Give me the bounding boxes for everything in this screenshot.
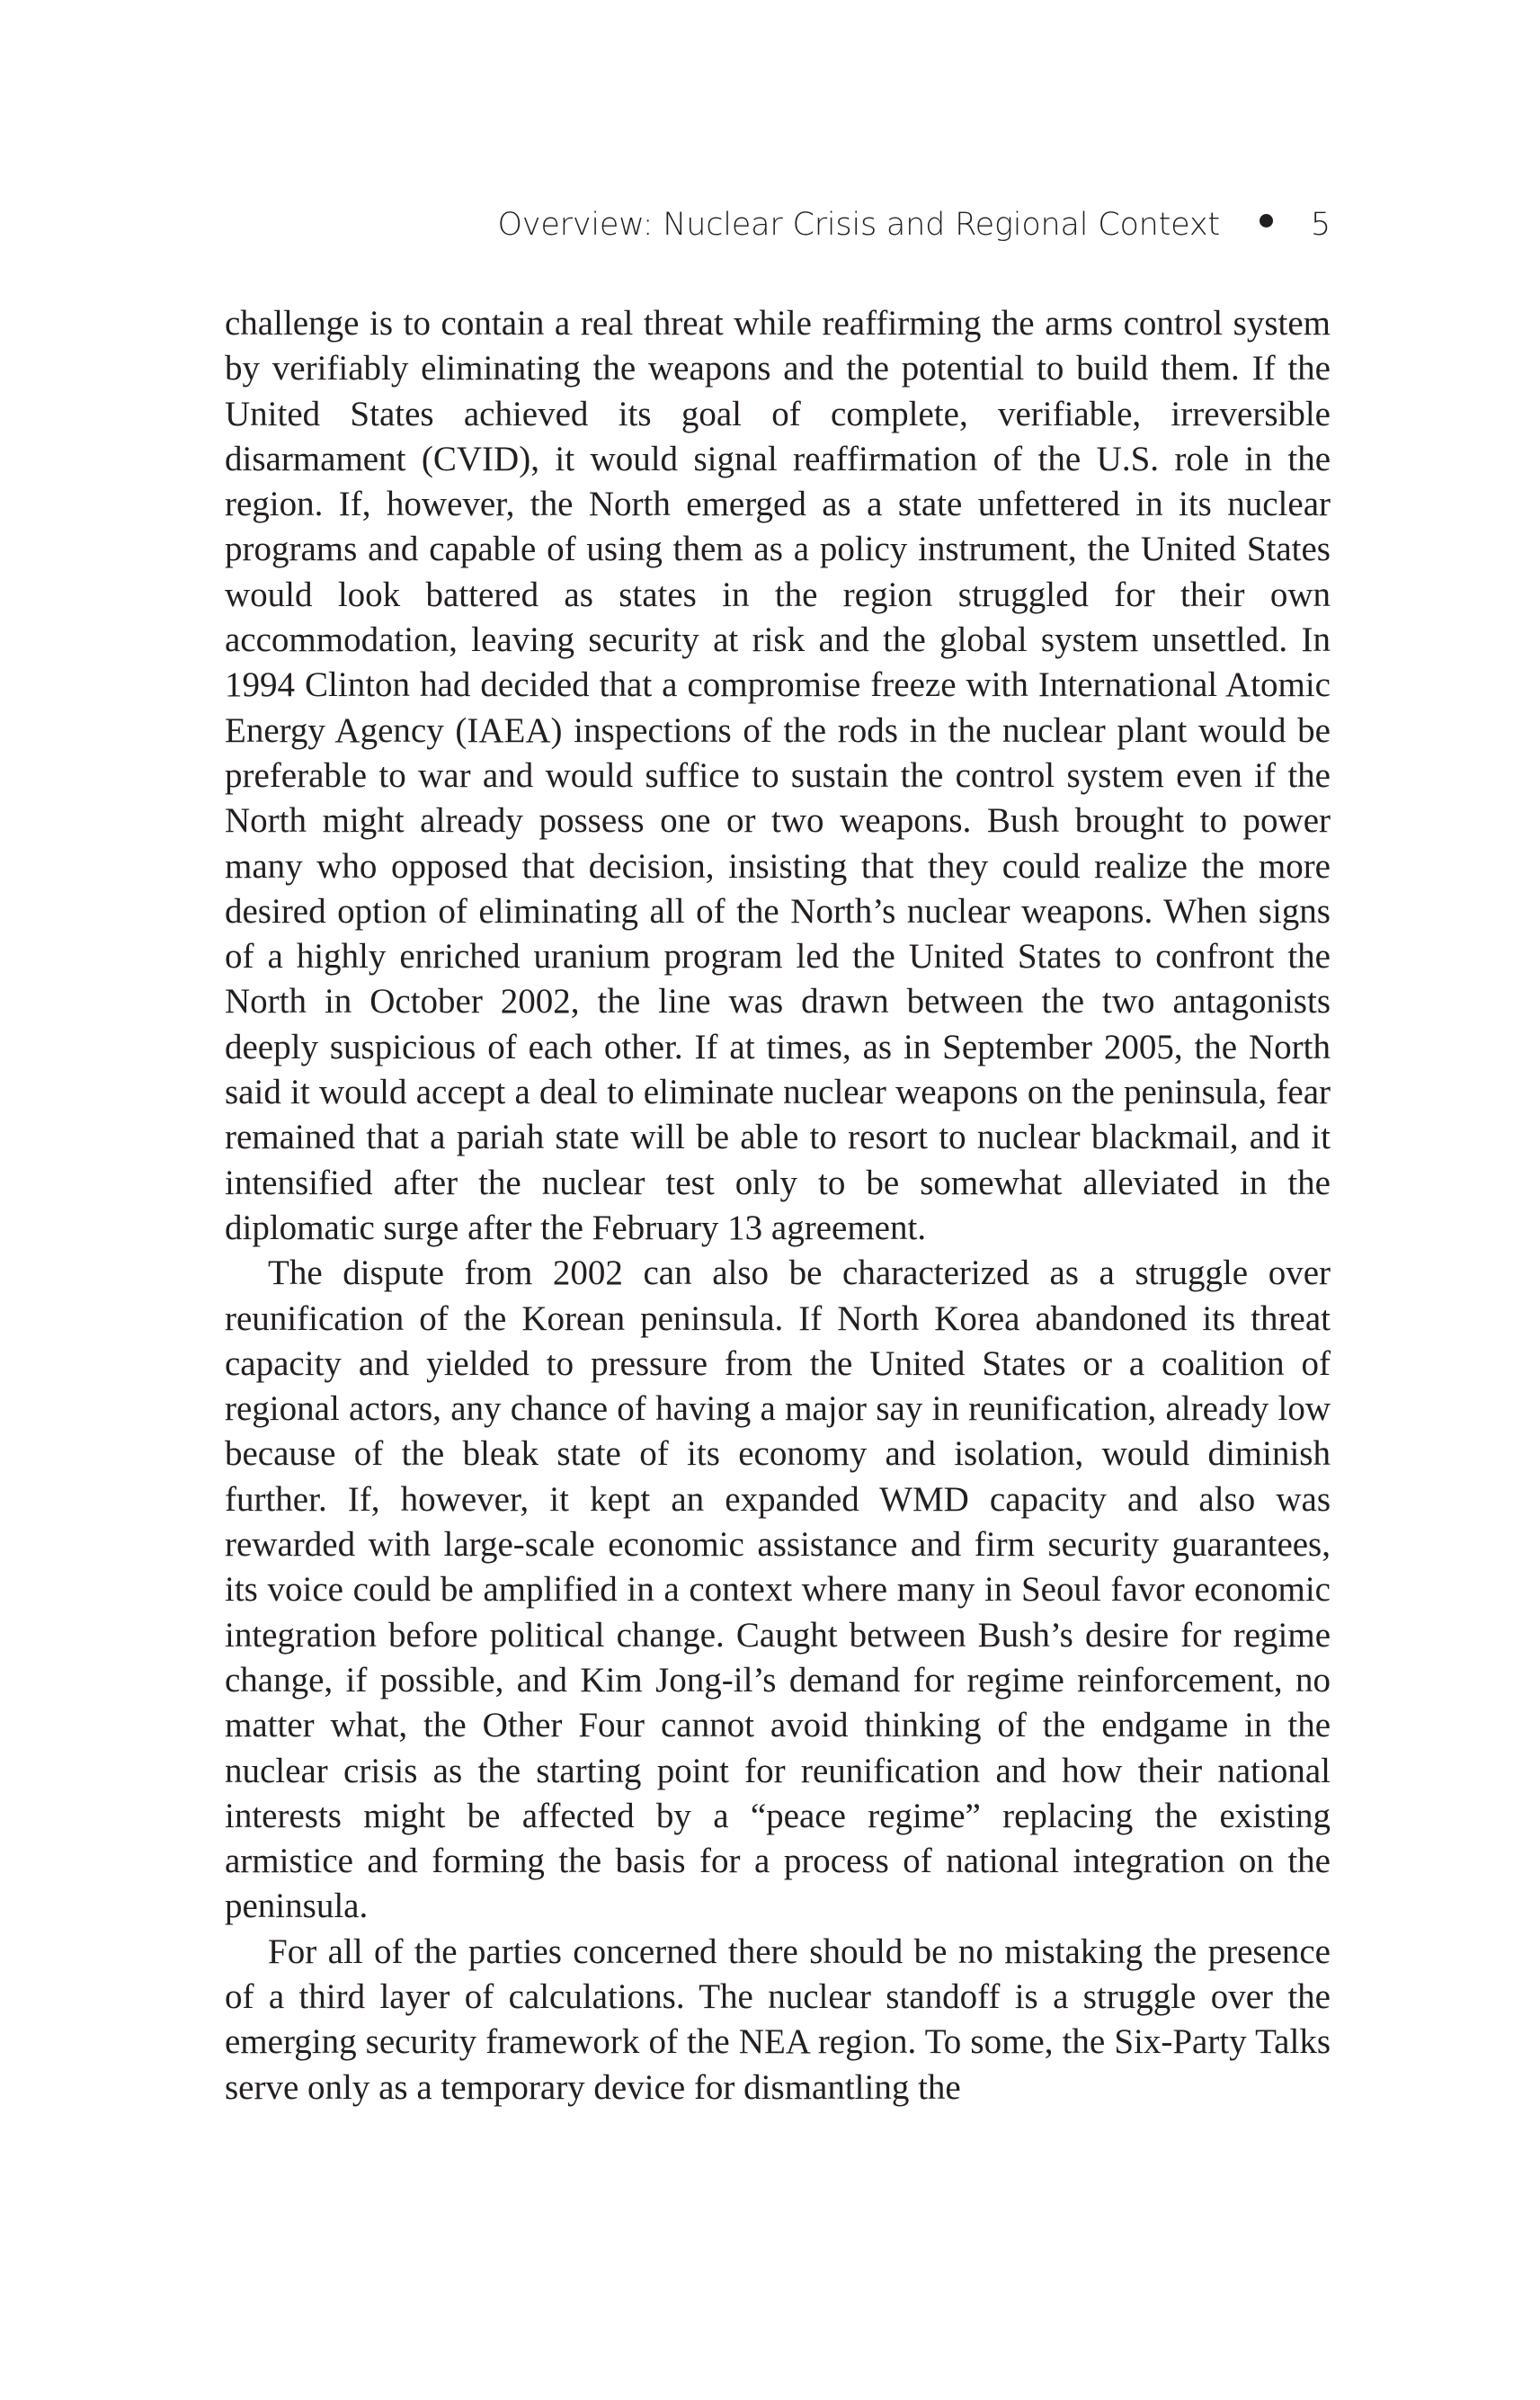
body-text <box>225 301 1331 2110</box>
paragraph-3: For all of the parties concerned there should be no mistaking the presence of a third layer of calculations. The nuclear standoff is a struggle over the emerging security framework of the NEA region. To some, the Six-Party Talks serve only as a temporary device for dismantling the <box>225 1932 1331 2107</box>
page-number: 5 <box>1310 207 1331 243</box>
paragraph-1: challenge is to contain a real threat while reaffirming the arms control system by verifiably eliminating the weapons and the potential to build them. If the United States achieved its goal of complete, verifiable, irreversible disarmament (CVID), it would signal reaffirmation of the U.S. role in the region. If, however, the North emerged as a state unfettered in its nuclear programs and capable of using them as a policy instrument, the United States would look battered as states in the region struggled for their own accommodation, leaving security at risk and the global system unsettled. In 1994 Clinton had decided that a compromise freeze with International Atomic Energy Agency (IAEA) inspections of the rods in the nuclear plant would be preferable to war and would suffice to sustain the control system even if the North might already possess one or two weapons. Bush brought to power many who opposed that decision, insisting that they could realize the more desired option of eliminating all of the North’s nuclear weapons. When signs of a highly enriched uranium program led the United States to confront the North in October 2002, the line was drawn between the two antagonists deeply suspicious of each other. If at times, as in September 2005, the North said it would accept a deal to eliminate nuclear weapons on the peninsula, fear remained that a pariah state will be able to resort to nuclear blackmail, and it intensified after the nuclear test only to be somewhat alleviated in the diplomatic surge after the February 13 agreement. <box>225 304 1331 1247</box>
bullet-separator-icon <box>1260 214 1273 228</box>
running-head <box>225 207 1331 261</box>
paragraph-2: The dispute from 2002 can also be characterized as a struggle over reunification of the Korean peninsula. If North Korea abandoned its threat capacity and yielded to pressure from the United States or a coalition of regional actors, any chance of having a major say in reunification, already low because of the bleak state of its economy and isolation, would diminish further. If, however, it kept an expanded WMD capacity and also was rewarded with large-scale economic assistance and firm security guarantees, its voice could be amplified in a context where many in Seoul favor economic integration before political change. Caught between Bush’s desire for regime change, if possible, and Kim Jong-il’s demand for regime reinforcement, no matter what, the Other Four cannot avoid thinking of the endgame in the nuclear crisis as the starting point for reunification and how their national interests might be affected by a “peace regime” replacing the existing armistice and forming the basis for a process of national integration on the peninsula. <box>225 1254 1331 1926</box>
running-head-title: Overview: Nuclear Crisis and Regional Context <box>497 207 1220 243</box>
